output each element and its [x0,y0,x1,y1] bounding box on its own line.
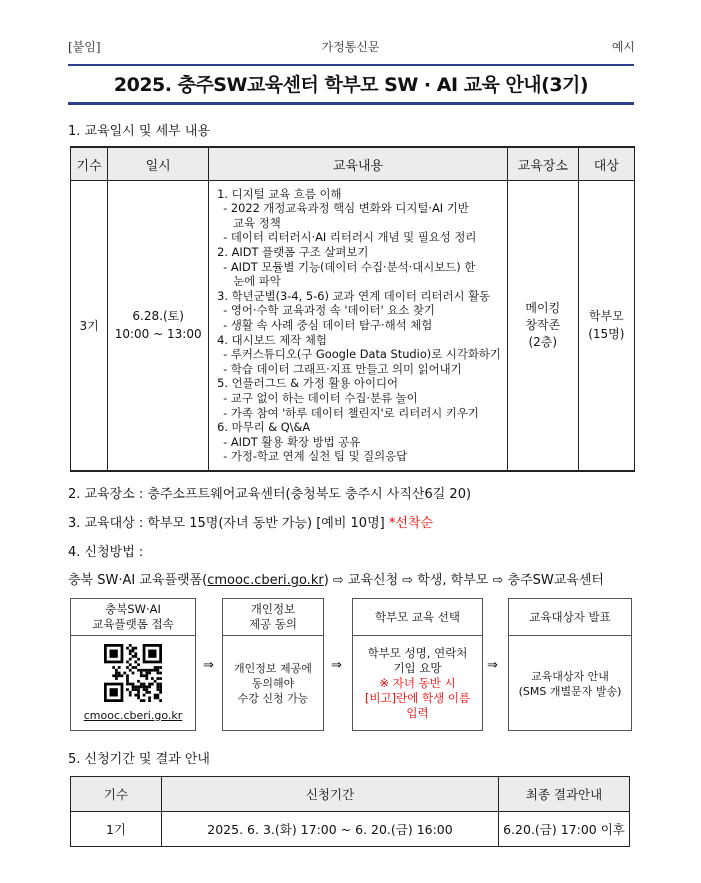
place-line: 메이킹 [525,300,561,315]
place-cell [507,181,578,471]
step-3-note-line: [비고]란에 학생 이름 [364,691,471,705]
step-3-head-line: 학부모 교육 선택 [374,609,461,624]
target-line: (15명) [588,327,625,342]
step-2-head-line: 제공 동의 [248,617,298,631]
content-line: 3. 학년군별(3-4, 5-6) 교과 연계 데이터 리터러시 활동 [217,288,491,303]
time-text: 10:00 ~ 13:00 [114,327,202,342]
platform-link[interactable]: cmooc.cberi.go.kr [207,573,324,588]
step-4-head [509,599,631,636]
step-announcement [508,598,632,731]
col-period: 신청기간 [162,777,499,812]
content-line: - 데이터 리터러시·AI 리터러시 개념 및 필요성 정리 [223,230,477,245]
section-4-heading: 4. 신청방법 : [68,545,144,560]
content-line: - 가족 참여 '하루 데이터 챌린지'로 리터러시 키우기 [223,405,479,420]
term-cell: 3기 [71,181,108,471]
step-1-head-line: 교육플랫폼 접속 [92,617,174,631]
step-3-note-line: 입력 [406,706,429,720]
step-4-head-line: 교육대상자 발표 [529,609,611,624]
step-3-body-line: 학부모 성명, 연락처 [367,646,468,660]
step-1-head [71,599,195,636]
schedule-table [70,146,635,472]
content-line: - 생활 속 사례 중심 데이터 탐구·해석 체험 [223,317,433,332]
col-place: 교육장소 [507,147,578,181]
content-line: - 루커스튜디오(구 Google Data Studio)로 시각화하기 [223,347,501,362]
period-table [70,776,630,847]
target-line: 학부모 [588,309,624,324]
step-privacy-consent [222,598,324,731]
step-1-body [71,636,195,731]
period-row [71,812,630,847]
arrow-icon: ⇒ [331,658,342,673]
step-2-body-line: 개인정보 제공에 [234,662,312,675]
content-line: - 교구 없이 하는 데이터 수집·분류 놀이 [223,390,418,405]
step-3-head [353,599,482,636]
period-header-row [71,777,630,812]
platform-url-link[interactable]: cmooc.cberi.go.kr [83,709,183,722]
content-line: - AIDT 모듈별 기능(데이터 수집·분석·대시보드) 한 [223,259,476,274]
path-rest: ) ⇨ 교육신청 ⇨ 학생, 학부모 ⇨ 충주SW교육센터 [323,573,604,588]
schedule-header-row [71,147,635,181]
title-top-rule [68,64,634,66]
content-line: 6. 마무리 & Q\&A [217,420,311,435]
content-line: 교육 정책 [233,215,281,230]
content-line: 2. AIDT 플랫폼 구조 살펴보기 [217,244,369,259]
arrow-icon: ⇒ [203,658,214,673]
page-title: 2025. 충주SW교육센터 학부모 SW · AI 교육 안내(3기) [113,74,589,96]
step-2-body-line: 수강 신청 가능 [237,692,309,705]
col-target: 대상 [578,147,634,181]
content-line: - 2022 개정교육과정 핵심 변화와 디지털·AI 기반 [223,201,469,216]
period-cell: 2025. 6. 3.(화) 17:00 ~ 6. 20.(금) 16:00 [162,812,499,847]
col-content: 교육내용 [209,147,508,181]
attachment-label: [붙임] [68,40,101,54]
title-bottom-rule [68,102,634,105]
content-cell [209,181,508,471]
arrow-icon: ⇒ [487,658,498,673]
step-3-body-line: 기입 요망 [393,661,442,675]
col-result: 최종 결과안내 [499,777,630,812]
application-path [68,569,604,588]
document-type: 가정통신문 [321,40,380,54]
content-line: - 학습 데이터 그래프·지표 만들고 의미 읽어내기 [223,361,462,376]
step-platform-access [70,598,196,731]
section-2-place: 2. 교육장소 : 충주소프트웨어교육센터(충청북도 충주시 사직산6길 20) [68,487,472,502]
section-3-target [68,512,433,531]
step-4-body-line: 교육대상자 안내 [531,669,609,683]
target-text: 3. 교육대상 : 학부모 15명(자녀 동반 가능) [예비 10명] [68,516,389,531]
step-2-body [223,636,323,731]
section-1-heading: 1. 교육일시 및 세부 내용 [68,124,210,139]
place-line: 창작존 [525,317,561,332]
content-line: 5. 언플러그드 & 가정 활용 아이디어 [217,376,398,391]
section-5-heading: 5. 신청기간 및 결과 안내 [68,752,210,767]
content-line: - 영어·수학 교육과정 속 '데이터' 요소 찾기 [223,303,435,318]
content-line: 4. 대시보드 제작 체험 [217,332,327,347]
step-4-body [509,636,631,731]
step-2-body-line: 동의해야 [251,677,295,690]
result-cell: 6.20.(금) 17:00 이후 [499,812,630,847]
place-line: (2층) [528,334,558,349]
datetime-cell [108,181,209,471]
col-term: 기수 [71,147,108,181]
example-label: 예시 [611,40,635,54]
path-start: 충북 SW·AI 교육플랫폼( [68,573,208,588]
step-3-body [353,636,482,731]
content-line: 1. 디지털 교육 흐름 이해 [217,186,342,201]
step-3-note-line: ※ 자녀 동반 시 [379,676,456,690]
step-2-head-line: 개인정보 [250,602,296,616]
qr-code-icon[interactable] [104,644,162,702]
term-cell: 1기 [71,812,162,847]
schedule-row [71,181,635,471]
col-datetime: 일시 [108,147,209,181]
step-4-body-line: (SMS 개별문자 발송) [518,684,622,698]
content-line: - AIDT 활용 확장 방법 공유 [223,434,361,449]
target-cell [578,181,634,471]
step-1-head-line: 충북SW·AI [105,602,161,616]
first-come-note: *선착순 [388,516,434,531]
content-line: 눈에 파악 [233,274,281,289]
col-term: 기수 [71,777,162,812]
date-text: 6.28.(토) [132,309,184,324]
content-line: - 가정-학교 연계 실천 팁 및 질의응답 [223,449,408,464]
step-select-course [352,598,483,731]
step-2-head [223,599,323,636]
